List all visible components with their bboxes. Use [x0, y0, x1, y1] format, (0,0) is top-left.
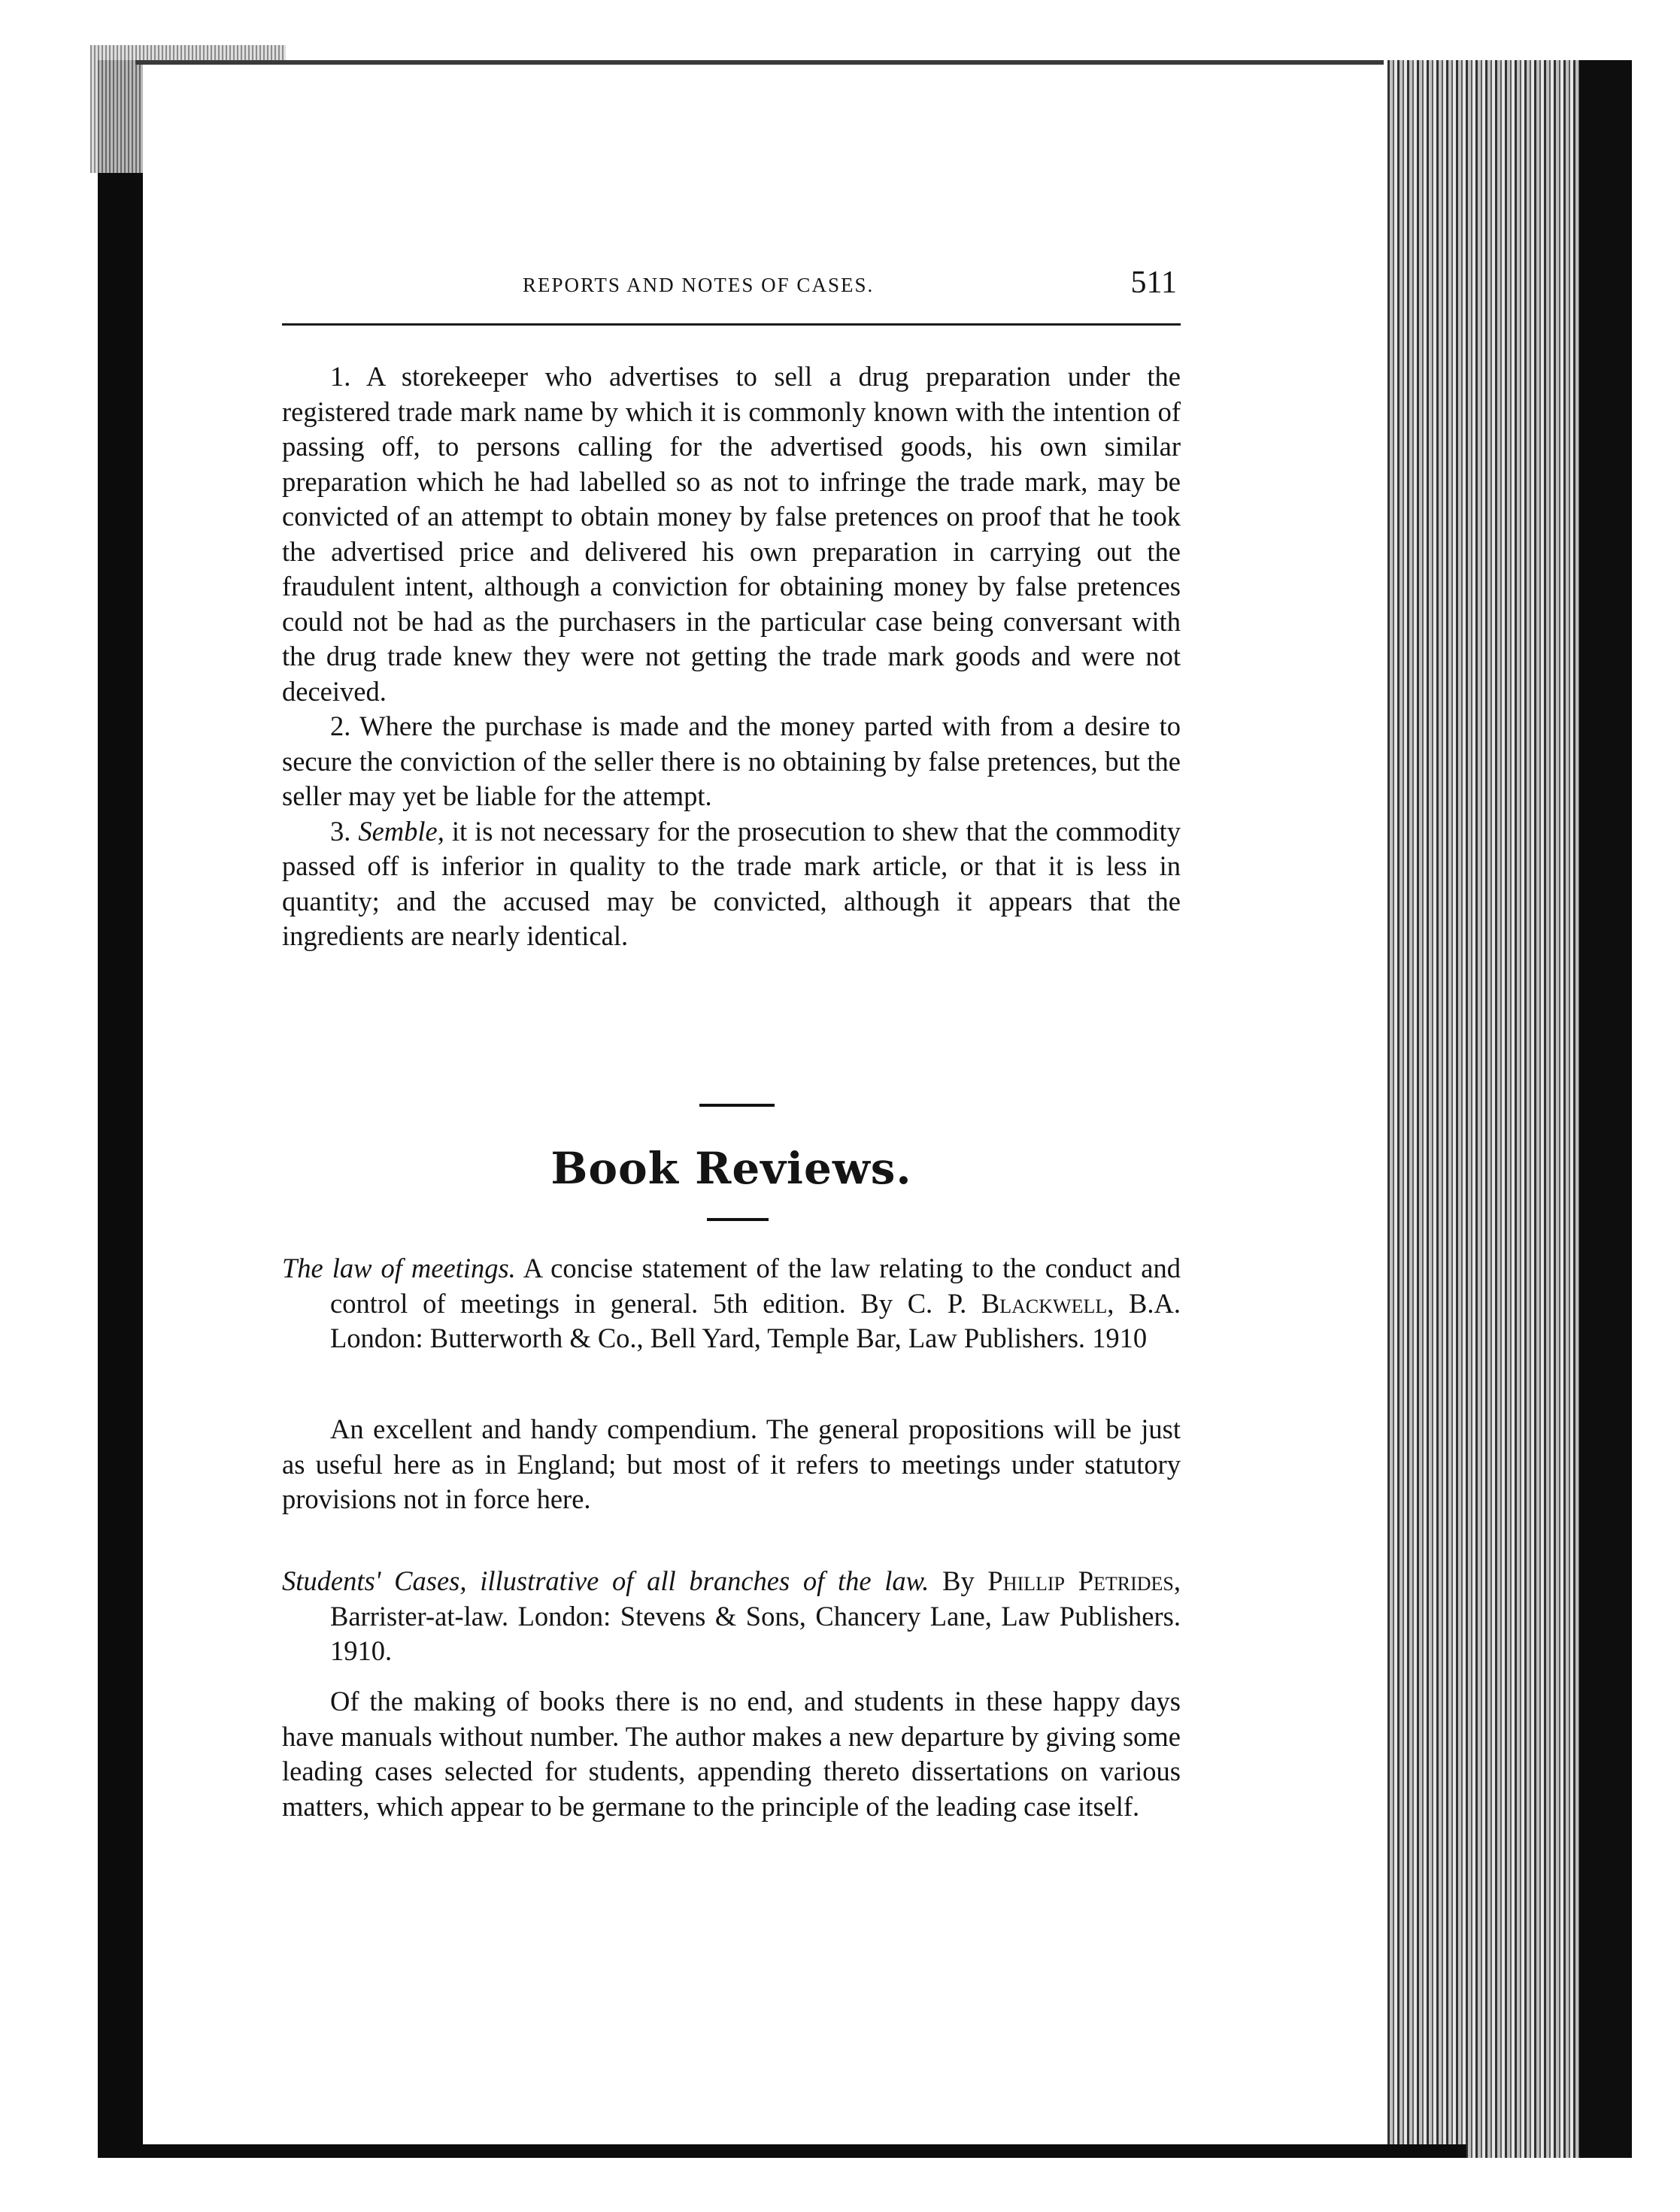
review-publisher: Barrister-at-law. London: Stevens & Sons, Chancery Lane, Law Publishers. 1910.	[330, 1600, 1181, 1666]
holding-semble: Semble,	[358, 815, 444, 847]
case-holdings	[282, 359, 1181, 954]
review-author: Phillip Petrides,	[987, 1565, 1181, 1596]
review-body-1: An excellent and handy compendium. The general propositions will be just as useful here as in England; but most of it refers to meetings under statutory provisions not in force here.	[282, 1414, 1181, 1514]
section-divider-top	[699, 1104, 775, 1107]
holding-text: A storekeeper who advertises to sell a drug preparation under the registered trade mark name by which it is commonly known with the intention of passing off, to persons calling for the advertised goods, his own similar preparation which he had labelled so as not to infringe the trade mark, may be convicted of an attempt to obtain money by false pretences on proof that he took the advertised price and delivered his own preparation in carrying out the fraudulent intent, although a conviction for obtaining money by false pretences could not be had as the purchasers in the particular case being conversant with the drug trade knew they were not getting the trade mark goods and were not deceived.	[282, 361, 1181, 707]
review-title: Students' Cases, illustrative of all branches of the law.	[282, 1565, 929, 1596]
scan-border-left	[98, 60, 146, 2152]
review-body-2: Of the making of books there is no end, and students in these happy days have manuals without number. The author makes a new departure by giving some leading cases selected for students, appending thereto dissertations on various matters, which appear to be germane to the principle of the leading case itself.	[282, 1686, 1181, 1822]
review-publisher: B.A. London: Butterworth & Co., Bell Yard, Temple Bar, Law Publishers. 1910	[330, 1287, 1181, 1353]
running-head	[282, 265, 1177, 317]
running-title: REPORTS AND NOTES OF CASES.	[523, 274, 875, 296]
section-heading: Book Reviews.	[550, 1143, 912, 1194]
holding-number: 1.	[330, 361, 351, 392]
holding-1	[282, 359, 1181, 709]
review-details: By	[942, 1565, 975, 1596]
header-rule	[282, 323, 1181, 326]
review-author: C. P. Blackwell,	[907, 1287, 1114, 1319]
holding-text: Where the purchase is made and the money parted with from a desire to secure the conviction of the seller there is no obtaining by false pretences, but the seller may yet be liable for the attempt.	[282, 711, 1181, 811]
review-title: The law of meetings.	[282, 1253, 516, 1283]
holding-number: 3.	[330, 815, 351, 847]
review-citation-2	[282, 1564, 1181, 1669]
holding-text: it is not necessary for the prosecution to shew that the commodity passed off is inferior in quality to the trade mark article, or that it is less in quantity; and the accused may be convicted, although it appears that the ingredients are nearly identical.	[282, 815, 1181, 951]
scan-border-bottom	[98, 2144, 1466, 2158]
review-details: A concise statement of the law relating to the conduct and control of meetings in general. 5th edition. By	[330, 1253, 1181, 1319]
holding-3	[282, 814, 1181, 954]
section-divider-bottom	[707, 1218, 769, 1221]
page-number: 511	[1130, 265, 1177, 300]
scan-border-right	[1579, 60, 1632, 2158]
review-citation-1	[282, 1251, 1181, 1356]
holding-number: 2.	[330, 711, 351, 741]
holding-2	[282, 709, 1181, 814]
